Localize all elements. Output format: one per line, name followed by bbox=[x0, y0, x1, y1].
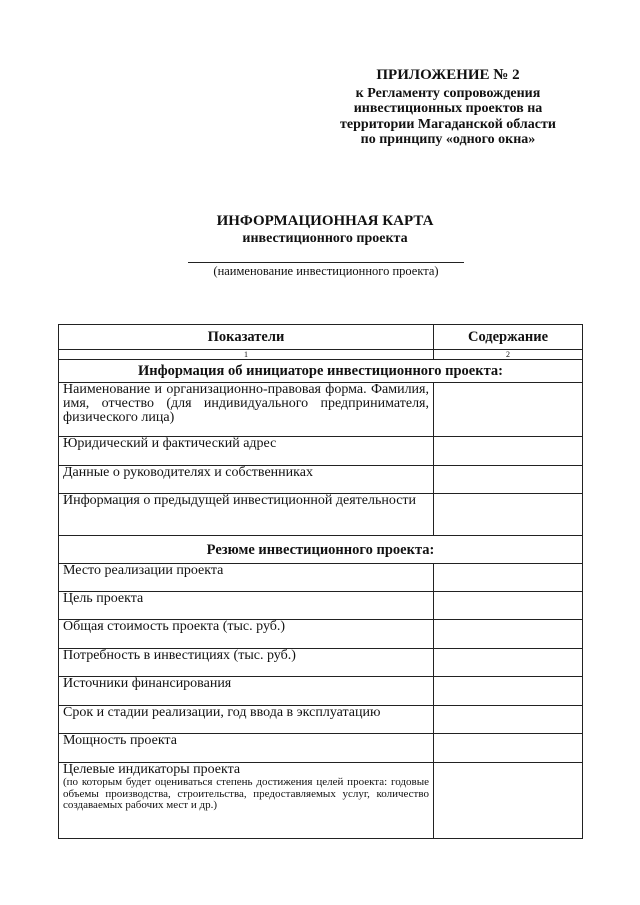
column-number-2: 2 bbox=[434, 350, 583, 360]
table-row bbox=[59, 649, 583, 677]
column-number-1: 1 bbox=[59, 350, 434, 360]
row-label-capacity: Мощность проекта bbox=[59, 734, 434, 763]
row-label-place: Место реализации проекта bbox=[59, 564, 434, 592]
row-label-goal: Цель проекта bbox=[59, 592, 434, 620]
row-label-terms: Срок и стадии реализации, год ввода в эксплуатацию bbox=[59, 706, 434, 734]
table-row bbox=[59, 763, 583, 839]
appendix-number: ПРИЛОЖЕНИЕ № 2 bbox=[376, 67, 520, 83]
row-label-address: Юридический и фактический адрес bbox=[59, 437, 434, 466]
row-value-cell bbox=[434, 706, 583, 734]
section-initiator: Информация об инициаторе инвестиционного проекта: bbox=[59, 360, 583, 383]
table-row bbox=[59, 592, 583, 620]
info-card-table bbox=[58, 324, 583, 839]
table-row bbox=[59, 466, 583, 494]
row-value-cell bbox=[434, 677, 583, 706]
row-label-targets: Целевые индикаторы проекта bbox=[63, 762, 241, 777]
row-label-managers: Данные о руководителях и собственниках bbox=[59, 466, 434, 494]
row-value-cell bbox=[434, 763, 583, 839]
table-row bbox=[59, 437, 583, 466]
row-value-cell bbox=[434, 437, 583, 466]
row-value-cell bbox=[434, 564, 583, 592]
appendix-line-1: к Регламенту сопровождения bbox=[355, 85, 541, 101]
section-summary: Резюме инвестиционного проекта: bbox=[59, 536, 583, 564]
row-value-cell bbox=[434, 592, 583, 620]
header-indicators: Показатели bbox=[59, 325, 434, 350]
table-row bbox=[59, 494, 583, 536]
row-label-name-form: Наименование и организационно-правовая форма. Фамилия, имя, отчество (для индивидуального предпринимателя, физического лица) bbox=[59, 383, 434, 437]
appendix-line-4: по принципу «одного окна» bbox=[360, 132, 536, 147]
row-value-cell bbox=[434, 494, 583, 536]
appendix-line-3: территории Магаданской области bbox=[340, 116, 556, 132]
row-label-targets-note: (по которым будет оцениваться степень достижения целей проекта: годовые объемы производства, строительства, предоставляемых услуг, количество создаваемых рабочих мест и др.) bbox=[63, 776, 429, 811]
section-summary-row bbox=[59, 536, 583, 564]
table-row bbox=[59, 620, 583, 649]
table-row bbox=[59, 677, 583, 706]
row-label-cost: Общая стоимость проекта (тыс. руб.) bbox=[59, 620, 434, 649]
row-label-targets-cell bbox=[59, 763, 434, 839]
table-row bbox=[59, 706, 583, 734]
appendix-line-2: инвестиционных проектов на bbox=[353, 101, 543, 116]
table-row bbox=[59, 564, 583, 592]
table-header-row bbox=[59, 325, 583, 350]
header-content: Содержание bbox=[434, 325, 583, 350]
row-value-cell bbox=[434, 620, 583, 649]
column-numbers-row bbox=[59, 350, 583, 360]
title-main: ИНФОРМАЦИОННАЯ КАРТА bbox=[216, 213, 434, 229]
project-name-line bbox=[188, 262, 464, 263]
project-name-caption: (наименование инвестиционного проекта) bbox=[213, 264, 439, 278]
row-value-cell bbox=[434, 383, 583, 437]
appendix-header bbox=[318, 68, 578, 148]
row-value-cell bbox=[434, 466, 583, 494]
row-value-cell bbox=[434, 734, 583, 763]
document-title bbox=[180, 212, 470, 248]
row-label-previous-activity: Информация о предыдущей инвестиционной деятельности bbox=[59, 494, 434, 536]
table-row bbox=[59, 734, 583, 763]
title-sub: инвестиционного проекта bbox=[242, 231, 408, 246]
table-row bbox=[59, 383, 583, 437]
row-label-investment-need: Потребность в инвестициях (тыс. руб.) bbox=[59, 649, 434, 677]
row-label-sources: Источники финансирования bbox=[59, 677, 434, 706]
section-initiator-row bbox=[59, 360, 583, 383]
row-value-cell bbox=[434, 649, 583, 677]
